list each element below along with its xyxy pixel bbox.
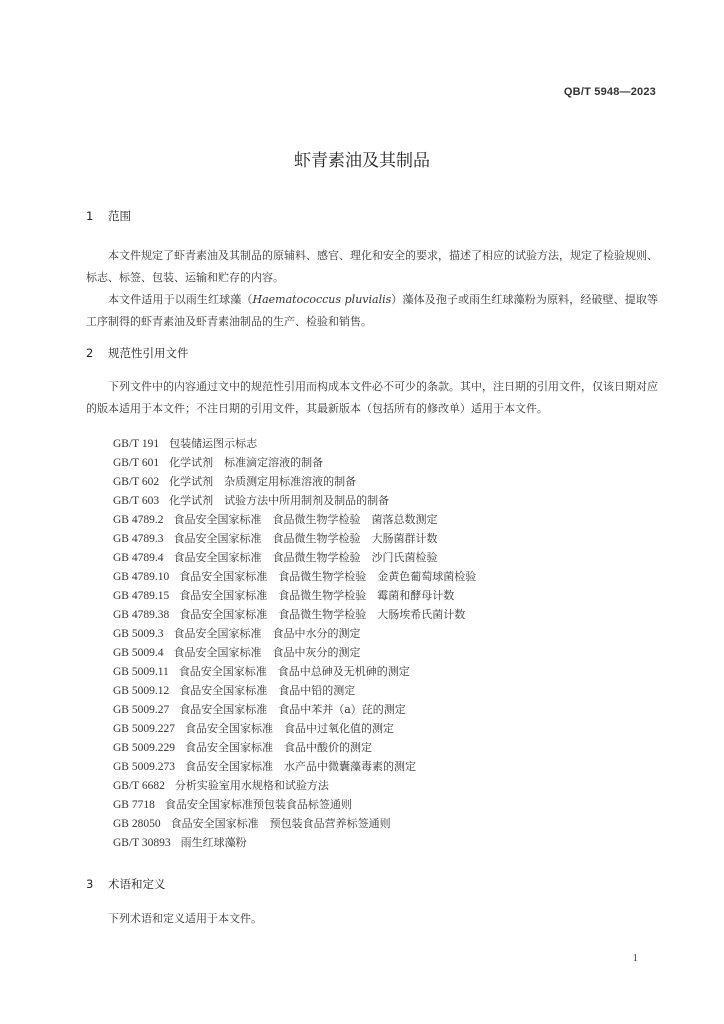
reference-item [113,510,476,529]
reference-title: 分析实验室用水规格和试验方法 [174,779,329,792]
section-3-intro: 下列术语和定义适用于本文件。 [108,912,262,925]
reference-title: 食品安全国家标准 食品微生物学检验 沙门氏菌检验 [173,551,438,564]
reference-item [113,681,476,700]
reference-code: GB 5009.4 [113,647,164,659]
reference-item [113,776,476,795]
reference-code: GB/T 602 [113,476,160,488]
reference-code: GB/T 30893 [113,837,171,849]
reference-item [113,700,476,719]
reference-item [113,662,476,681]
reference-code: GB 4789.4 [113,552,164,564]
reference-title: 食品安全国家标准 食品中总砷及无机砷的测定 [178,665,410,678]
reference-title: 雨生红球藻粉 [180,836,247,849]
reference-title: 化学试剂 标准滴定溶液的制备 [169,456,324,469]
reference-code: GB 5009.3 [113,628,164,640]
reference-item [113,624,476,643]
section-1-title: 范围 [108,209,131,223]
reference-item [113,814,476,833]
reference-title: 食品安全国家标准 食品中铅的测定 [179,684,356,697]
section-2-title: 规范性引用文件 [108,346,189,360]
reference-title: 食品安全国家标准 水产品中微囊藻毒素的测定 [184,760,416,773]
section-3-number: 3 [86,877,94,891]
reference-item [113,567,476,586]
reference-title: 化学试剂 试验方法中所用制剂及制品的制备 [169,494,390,507]
reference-code: GB 28050 [113,818,161,830]
reference-code: GB 5009.229 [113,742,175,754]
reference-item [113,605,476,624]
reference-code: GB 4789.2 [113,514,164,526]
section-3-heading [86,876,166,892]
reference-code: GB 4789.15 [113,590,170,602]
reference-title: 食品安全国家标准 预包装食品营养标签通则 [170,817,391,830]
section-1-paragraph-2-start: 本文件适用于以雨生红球藻（ [108,293,253,306]
reference-code: GB 7718 [113,799,155,811]
section-1-paragraph-1: 本文件规定了虾青素油及其制品的原辅料、感官、理化和安全的要求，描述了相应的试验方法，规定了检验规则、标志、标签、包装、运输和贮存的内容。 [86,249,658,284]
reference-title: 食品安全国家标准 食品中灰分的测定 [173,646,361,659]
document-title: 虾青素油及其制品 [294,151,430,171]
reference-item [113,757,476,776]
reference-item [113,643,476,662]
reference-code: GB 4789.38 [113,609,170,621]
reference-title: 食品安全国家标准 食品中水分的测定 [173,627,361,640]
reference-title: 食品安全国家标准 食品中苯并（a）芘的测定 [179,703,406,716]
reference-item [113,491,476,510]
reference-title: 食品安全国家标准 食品微生物学检验 霉菌和酵母计数 [179,589,455,602]
reference-item [113,548,476,567]
reference-code: GB/T 601 [113,457,160,469]
reference-title: 化学试剂 杂质测定用标准溶液的制备 [169,475,357,488]
reference-title: 包装储运图示标志 [169,437,258,450]
reference-code: GB 5009.12 [113,685,170,697]
reference-code: GB 5009.27 [113,704,170,716]
reference-title: 食品安全国家标准 食品中酸价的测定 [184,741,372,754]
reference-code: GB/T 6682 [113,780,165,792]
section-3-title: 术语和定义 [108,877,166,891]
reference-title: 食品安全国家标准 食品微生物学检验 大肠菌群计数 [173,532,438,545]
section-2-heading [86,345,189,361]
reference-code: GB/T 603 [113,495,160,507]
reference-code: GB/T 191 [113,438,160,450]
reference-title: 食品安全国家标准预包装食品标签通则 [164,798,352,811]
section-2-intro: 下列文件中的内容通过文中的规范性引用而构成本文件必不可少的条款。其中，注日期的引用文件，仅该日期对应的版本适用于本文件；不注日期的引用文件，其最新版本（包括所有的修改单）适用于本文件。 [86,380,658,415]
reference-code: GB 5009.273 [113,761,175,773]
reference-item [113,586,476,605]
section-1-paragraph-2-end: ）藻体及孢子或雨生红球藻粉为原料，经破壁、提取等工序制得的虾青素油及虾青素油制品的生产、检验和销售。 [86,293,659,328]
standard-number: QB/T 5948—2023 [563,86,656,98]
page-number: 1 [632,952,638,964]
section-1-heading [86,208,131,224]
reference-item [113,738,476,757]
reference-item [113,833,476,852]
section-1-paragraph-2 [86,289,658,333]
reference-title: 食品安全国家标准 食品微生物学检验 金黄色葡萄球菌检验 [179,570,477,583]
species-latin-name: Haematococcus pluvialis [252,293,392,306]
reference-item [113,719,476,738]
reference-item [113,453,476,472]
section-1-number: 1 [86,209,94,223]
reference-title: 食品安全国家标准 食品中过氧化值的测定 [184,722,394,735]
reference-code: GB 4789.10 [113,571,170,583]
reference-item [113,434,476,453]
reference-title: 食品安全国家标准 食品微生物学检验 菌落总数测定 [173,513,438,526]
reference-code: GB 5009.11 [113,666,169,678]
reference-code: GB 4789.3 [113,533,164,545]
reference-code: GB 5009.227 [113,723,175,735]
reference-item [113,795,476,814]
reference-title: 食品安全国家标准 食品微生物学检验 大肠埃希氏菌计数 [179,608,466,621]
reference-list [113,434,476,852]
reference-item [113,529,476,548]
section-2-number: 2 [86,346,94,360]
reference-item [113,472,476,491]
